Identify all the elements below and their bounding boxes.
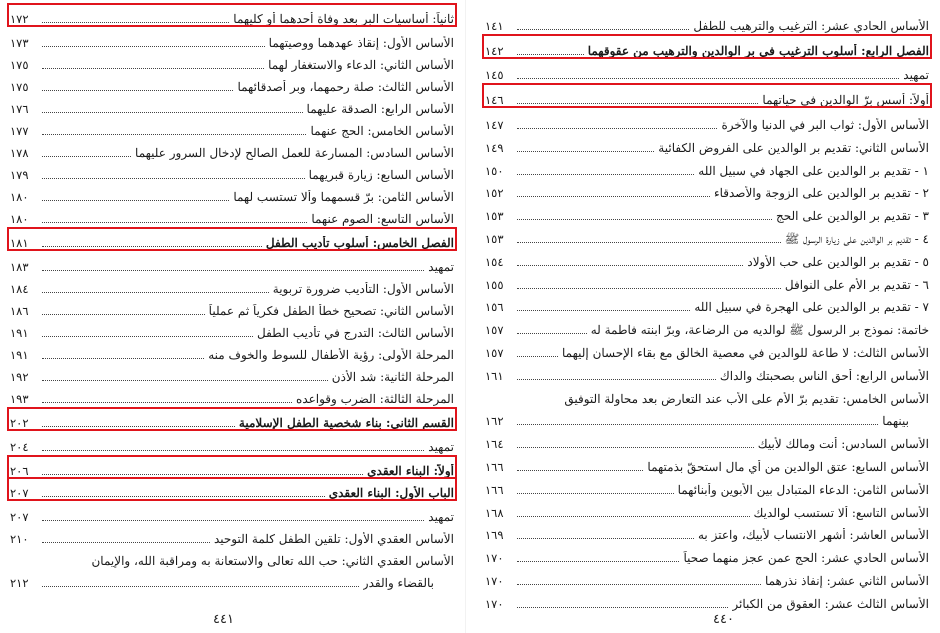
toc-entry: [8, 524, 456, 546]
toc-entry: [8, 502, 456, 524]
dot-leader: [42, 380, 328, 381]
toc-entry-highlighted: [483, 35, 931, 58]
toc-entry-page: ١٩١: [10, 348, 29, 362]
toc-entry-title: الأساس الثاني: تصحيح خطأ الطفل فكرياً ثم عملياً: [208, 304, 454, 318]
dot-leader: [42, 542, 210, 543]
toc-entry: [8, 160, 456, 182]
toc-entry-page: ١٦٦: [485, 482, 504, 497]
toc-entry-title: الأساس الثامن: الدعاء المتبادل بين الأبوين وأبنائهما: [677, 482, 929, 497]
toc-entry-page: ١٤٥: [485, 68, 504, 83]
toc-entry: [8, 252, 456, 274]
toc-entry-title: الأساس التاسع: ألا تستسب لوالديك: [753, 505, 929, 520]
toc-entry-page: ١٤٧: [485, 117, 504, 132]
toc-entry-page: ١٨٠: [10, 212, 29, 226]
toc-entry-title: ٦ - تقديم بر الأم على النوافل: [784, 277, 929, 292]
dot-leader: [517, 103, 758, 104]
toc-entry-page: ١٦١: [485, 368, 504, 383]
toc-entry-title: الأساس السابع: عتق الوالدين من أي مال استحقّ بذمتهما: [647, 459, 929, 474]
toc-entry: [483, 200, 931, 223]
toc-entry-page: ١٦٤: [485, 437, 504, 452]
toc-entry-title: الأساس الأول: إنقاذ عهدهما ووصيتهما: [268, 36, 454, 50]
dot-leader: [42, 222, 307, 223]
toc-entry-title: الأساس السادس: أنت ومالك لأبيك: [757, 437, 929, 452]
dot-leader: [517, 78, 899, 79]
toc-entry: [483, 292, 931, 315]
toc-entry-page: ٢٠٢: [10, 416, 29, 430]
toc-entry-title: الفصل الرابع: أسلوب الترغيب في بر الوالدين والترهيب من عقوقهما: [587, 43, 929, 58]
toc-entry-title: ٣ - تقديم بر الوالدين على الحج: [776, 209, 929, 224]
dot-leader: [42, 314, 205, 315]
dot-leader: [517, 561, 679, 562]
toc-entry-title: المرحلة الأولى: رؤية الأطفال للسوط والخوف منه: [208, 348, 454, 362]
dot-leader: [42, 292, 269, 293]
dot-leader: [517, 265, 743, 266]
toc-entry-page: ٢٠٦: [10, 464, 29, 478]
toc-entry: [483, 132, 931, 155]
toc-entry-page: ١٦٨: [485, 505, 504, 520]
toc-entry-title: الأساس العقدي الثاني: حب الله تعالى والاستعانة به ومراقبة الله، والإيمان: [91, 554, 454, 568]
toc-entry-page: ١٥٥: [485, 277, 504, 292]
toc-entry: [483, 474, 931, 497]
toc-entry-page: ١٩٣: [10, 392, 29, 406]
toc-entry: [8, 432, 456, 454]
toc-entry-title: الأساس العاشر: أشهر الانتساب لأبيك، واعتز به: [697, 528, 929, 543]
toc-entry-page: ١٨٤: [10, 282, 29, 296]
toc-entry: [483, 565, 931, 588]
toc-entry-title: الأساس الحادي عشر: الترغيب والترهيب للطفل: [693, 18, 929, 33]
toc-entry: [8, 546, 456, 568]
toc-entry: [483, 155, 931, 178]
dot-leader: [517, 242, 781, 243]
toc-entry-page: ١٧٥: [10, 80, 29, 94]
toc-entry: [483, 60, 931, 83]
dot-leader: [517, 424, 878, 425]
toc-entry-page: ١٤٢: [485, 43, 504, 58]
toc-entry-page: ١٧٣: [10, 36, 29, 50]
toc-entry: [483, 406, 931, 429]
dot-leader: [42, 156, 131, 157]
toc-entry-title: الأساس الثامن: برّ قسمهما وألا تستسب لهما: [233, 190, 454, 204]
dot-leader: [517, 174, 694, 175]
dot-leader: [42, 270, 424, 271]
dot-leader: [42, 402, 292, 403]
toc-entry-title: ٤ - تقديم بر الوالدين على زيارة الرسول ﷺ: [784, 231, 929, 246]
toc-entry-page: ١٧٠: [485, 551, 504, 566]
dot-leader: [517, 356, 558, 357]
toc-entry-page: ١٩٢: [10, 370, 29, 384]
dot-leader: [517, 151, 654, 152]
toc-entry-page: ١٥٤: [485, 254, 504, 269]
toc-entry-page: ١٧٧: [10, 124, 29, 138]
toc-entry-page: ١٧٦: [10, 102, 29, 116]
dot-leader: [42, 426, 235, 427]
toc-entry-title: تمهيد: [903, 68, 929, 83]
toc-entry-title: الأساس الثالث عشر: العقوق من الكبائر: [732, 596, 929, 611]
toc-entry: [483, 383, 931, 406]
left-toc-list: [8, 2, 456, 590]
dot-leader: [42, 336, 253, 337]
toc-entry: [483, 10, 931, 33]
toc-entry-title: الأساس العقدي الأول: تلقين الطفل كلمة التوحيد: [213, 532, 454, 546]
toc-entry-page: ١٦٩: [485, 528, 504, 543]
toc-entry: [8, 362, 456, 384]
toc-entry-page: ١٥٦: [485, 300, 504, 315]
toc-entry-page: ١٧٨: [10, 146, 29, 160]
toc-entry: [483, 314, 931, 337]
toc-entry: [483, 451, 931, 474]
dot-leader: [517, 379, 716, 380]
toc-entry-title: بينهما: [882, 414, 909, 429]
dot-leader: [517, 196, 710, 197]
dot-leader: [42, 178, 305, 179]
dot-leader: [517, 607, 728, 608]
toc-entry: [8, 340, 456, 362]
toc-entry: [483, 520, 931, 543]
toc-entry: [483, 588, 931, 611]
toc-entry-title: الأساس الحادي عشر: الحج عمن عجز منهما صحياً: [683, 551, 929, 566]
toc-entry: [8, 94, 456, 116]
toc-entry-title: الأساس الثالث: لا طاعة للوالدين في معصية الخالق مع بقاء الإحسان إليهما: [562, 345, 929, 360]
dot-leader: [517, 538, 694, 539]
dot-leader: [517, 29, 689, 30]
dot-leader: [42, 246, 262, 247]
toc-entry-highlighted: [8, 456, 456, 478]
toc-entry-title: أولاً: أسس برّ الوالدين في حياتهما: [762, 93, 929, 108]
dot-leader: [517, 516, 750, 517]
toc-entry: [483, 223, 931, 246]
dot-leader: [42, 90, 233, 91]
dot-leader: [517, 470, 643, 471]
toc-entry: [8, 568, 456, 590]
toc-entry-title: الأساس الخامس: الحج عنهما: [310, 124, 454, 138]
toc-entry-title: أولاً: البناء العقدي: [367, 464, 454, 478]
dot-leader: [517, 128, 717, 129]
toc-entry-page: ٢٠٧: [10, 510, 29, 524]
page-gutter: [465, 0, 466, 633]
toc-entry: [483, 246, 931, 269]
toc-entry: [8, 116, 456, 138]
toc-entry-page: ٢١٠: [10, 532, 29, 546]
toc-entry: [483, 337, 931, 360]
right-page-number: ٤٤٠: [713, 612, 734, 627]
dot-leader: [42, 496, 325, 497]
toc-entry-title: الأساس الرابع: أحق الناس بصحبتك والداك: [719, 368, 929, 383]
toc-entry-page: ١٥٣: [485, 231, 504, 246]
left-page-number: ٤٤١: [213, 612, 234, 627]
dot-leader: [42, 112, 303, 113]
dot-leader: [517, 54, 584, 55]
toc-entry-page: ٢٠٧: [10, 486, 29, 500]
toc-entry: [8, 384, 456, 406]
toc-entry-page: ١٨٦: [10, 304, 29, 318]
toc-entry-title: الأساس الرابع: الصدقة عليهما: [306, 102, 454, 116]
toc-entry: [8, 138, 456, 160]
toc-entry-title: ٢ - تقديم بر الوالدين على الزوجة والأصدقاء: [713, 186, 929, 201]
toc-entry-page: ١٨٣: [10, 260, 29, 274]
toc-entry-highlighted: [8, 408, 456, 430]
toc-entry: [8, 50, 456, 72]
dot-leader: [42, 358, 204, 359]
toc-entry-title: الأساس الثاني: تقديم بر الوالدين على الفروض الكفائية: [658, 140, 929, 155]
toc-entry-title: الأساس الثالث: التدرج في تأديب الطفل: [256, 326, 454, 340]
dot-leader: [517, 584, 761, 585]
right-toc-list: [483, 10, 931, 611]
toc-entry-title: ٧ - تقديم بر الوالدين على الهجرة في سبيل الله: [694, 300, 929, 315]
toc-entry: [8, 318, 456, 340]
toc-entry-title: المرحلة الثالثة: الضرب وقواعده: [296, 392, 454, 406]
toc-entry-page: ١٧٢: [10, 12, 29, 26]
toc-entry-page: ١٥٧: [485, 323, 504, 338]
toc-entry-title: الأساس الأول: التأديب ضرورة تربوية: [272, 282, 454, 296]
toc-entry: [483, 109, 931, 132]
toc-entry-title: الأساس الثاني: الدعاء والاستغفار لهما: [268, 58, 454, 72]
toc-entry-page: ١٨١: [10, 236, 29, 250]
toc-entry: [483, 428, 931, 451]
toc-entry: [8, 72, 456, 94]
toc-entry-page: ١٥٠: [485, 163, 504, 178]
toc-entry-title: الأساس الثالث: صلة رحمهما، وبر أصدقائهما: [237, 80, 454, 94]
toc-entry-highlighted: [8, 478, 456, 500]
toc-entry-page: ١٨٠: [10, 190, 29, 204]
toc-entry-title: ثانياً: أساسيات البر بعد وفاة أحدهما أو كليهما: [233, 12, 454, 26]
toc-entry-title: الباب الأول: البناء العقدي: [328, 486, 454, 500]
toc-entry-page: ١٧٩: [10, 168, 29, 182]
dot-leader: [42, 586, 359, 587]
toc-entry-page: ٢١٢: [10, 576, 29, 590]
toc-entry: [483, 178, 931, 201]
toc-entry-title: تمهيد: [428, 510, 454, 524]
toc-entry-title: الأساس الأول: ثواب البر في الدنيا والآخرة: [721, 117, 929, 132]
dot-leader: [42, 134, 306, 135]
toc-entry: [483, 497, 931, 520]
toc-entry-page: ١٧٠: [485, 596, 504, 611]
toc-entry: [8, 204, 456, 226]
toc-entry-title: المرحلة الثانية: شد الأذن: [331, 370, 454, 384]
toc-entry-page: ١٩١: [10, 326, 29, 340]
dot-leader: [42, 46, 265, 47]
toc-entry-page: ١٤٦: [485, 93, 504, 108]
toc-entry-title: تمهيد: [428, 440, 454, 454]
toc-entry: [483, 542, 931, 565]
toc-entry: [8, 296, 456, 318]
toc-entry-page: ١٤١: [485, 18, 504, 33]
toc-entry-page: ١٧٥: [10, 58, 29, 72]
toc-entry: [8, 28, 456, 50]
toc-entry-page: ١٧٠: [485, 573, 504, 588]
toc-entry-title: القسم الثاني: بناء شخصية الطفل الإسلامية: [238, 416, 454, 430]
toc-entry-page: ١٥٢: [485, 186, 504, 201]
toc-entry-page: ١٥٧: [485, 345, 504, 360]
toc-entry-title: ٥ - تقديم بر الوالدين على حب الأولاد: [747, 254, 929, 269]
left-page: [8, 0, 456, 633]
toc-entry: [8, 182, 456, 204]
toc-entry-title: الفصل الخامس: أسلوب تأديب الطفل: [265, 236, 454, 250]
toc-entry-title: الأساس الخامس: تقديم برّ الأم على الأب عند التعارض بعد محاولة التوفيق: [564, 391, 929, 406]
toc-entry-highlighted: [483, 84, 931, 107]
toc-entry-title: خاتمة: نموذج بر الرسول ﷺ لوالديه من الرضاعة، وبرّ ابنته فاطمة له: [590, 323, 929, 338]
dot-leader: [42, 520, 424, 521]
dot-leader: [517, 447, 754, 448]
dot-leader: [42, 68, 264, 69]
toc-entry-title: الأساس الثاني عشر: إنفاذ نذرهما: [764, 573, 929, 588]
toc-entry-title: الأساس السادس: المسارعة للعمل الصالح لإدخال السرور عليهما: [135, 146, 454, 160]
dot-leader: [42, 474, 363, 475]
toc-entry-title: الأساس السابع: زيارة قبريهما: [308, 168, 454, 182]
toc-entry-title: تمهيد: [428, 260, 454, 274]
toc-entry-page: ٢٠٤: [10, 440, 29, 454]
dot-leader: [517, 288, 781, 289]
toc-entry-title: الأساس التاسع: الصوم عنهما: [311, 212, 454, 226]
toc-entry: [483, 269, 931, 292]
right-page: [483, 0, 931, 633]
dot-leader: [517, 493, 674, 494]
toc-entry-page: ١٤٩: [485, 140, 504, 155]
toc-entry-page: ١٦٦: [485, 459, 504, 474]
toc-entry-highlighted: [8, 228, 456, 250]
toc-entry-page: ١٦٢: [485, 414, 504, 429]
dot-leader: [517, 333, 587, 334]
dot-leader: [517, 219, 772, 220]
dot-leader: [42, 22, 229, 23]
toc-entry: [8, 274, 456, 296]
dot-leader: [517, 310, 690, 311]
dot-leader: [42, 200, 229, 201]
toc-entry-title: ١ - تقديم بر الوالدين على الجهاد في سبيل الله: [698, 163, 929, 178]
toc-entry-title: بالقضاء والقدر: [362, 576, 434, 590]
dot-leader: [42, 450, 424, 451]
toc-entry: [483, 360, 931, 383]
toc-entry-page: ١٥٣: [485, 209, 504, 224]
toc-entry-highlighted: [8, 4, 456, 26]
